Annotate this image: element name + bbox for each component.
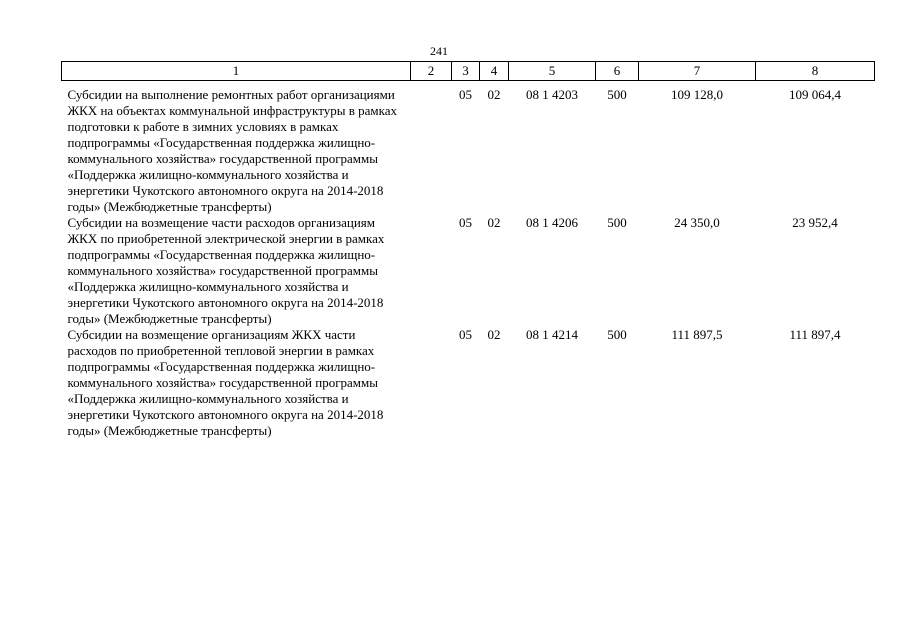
row-section: 05 bbox=[459, 327, 472, 342]
table-header-row bbox=[62, 62, 875, 81]
row-subsection: 02 bbox=[487, 215, 501, 230]
row-description: Субсидии на возмещение части расходов организациям ЖКХ по приобретенной электрической энергии в рамках подпрограммы «Государственная поддержка жилищно-коммунального хозяйства» государственной программы «Поддержка жилищно-коммунального хозяйства и энергетики Чукотского автономного округа на 2014-2018 годы» (Межбюджетные трансферты) bbox=[67, 215, 385, 326]
row-actual-amount: 111 897,4 bbox=[789, 327, 841, 342]
column-header-4: 4 bbox=[480, 62, 509, 81]
row-actual-amount: 23 952,4 bbox=[792, 215, 838, 230]
row-col2 bbox=[411, 327, 452, 439]
row-target-code: 08 1 4206 bbox=[526, 215, 578, 230]
column-header-5: 5 bbox=[509, 62, 596, 81]
row-planned-amount: 111 897,5 bbox=[671, 327, 723, 342]
column-header-2: 2 bbox=[411, 62, 452, 81]
column-header-8: 8 bbox=[756, 62, 875, 81]
row-description: Субсидии на выполнение ремонтных работ организациями ЖКХ на объектах коммунальной инфраструктуры в рамках подготовки к работе в зимних условиях в рамках подпрограммы «Государственная поддержка жилищно-коммунального хозяйства» государственной программы «Поддержка жилищно-коммунального хозяйства и энергетики Чукотского автономного округа на 2014-2018 годы» (Межбюджетные трансферты) bbox=[67, 87, 397, 214]
row-expense-type: 500 bbox=[607, 215, 627, 230]
page-number: 241 bbox=[430, 44, 448, 58]
column-header-6: 6 bbox=[596, 62, 639, 81]
table-row bbox=[62, 327, 875, 439]
row-target-code: 08 1 4203 bbox=[526, 87, 578, 102]
row-description: Субсидии на возмещение организациям ЖКХ части расходов по приобретенной тепловой энергии в рамках подпрограммы «Государственная поддержка жилищно-коммунального хозяйства» государственной программы «Поддержка жилищно-коммунального хозяйства и энергетики Чукотского автономного округа на 2014-2018 годы» (Межбюджетные трансферты) bbox=[67, 327, 384, 438]
table-row bbox=[62, 215, 875, 327]
row-planned-amount: 109 128,0 bbox=[671, 87, 723, 102]
column-header-1: 1 bbox=[62, 62, 411, 81]
row-actual-amount: 109 064,4 bbox=[789, 87, 841, 102]
row-col2 bbox=[411, 81, 452, 216]
column-header-3: 3 bbox=[452, 62, 480, 81]
row-col2 bbox=[411, 215, 452, 327]
row-subsection: 02 bbox=[487, 327, 501, 342]
column-header-7: 7 bbox=[639, 62, 756, 81]
row-expense-type: 500 bbox=[607, 327, 627, 342]
row-section: 05 bbox=[459, 215, 472, 230]
budget-table bbox=[61, 61, 875, 439]
row-expense-type: 500 bbox=[607, 87, 627, 102]
table-row bbox=[62, 81, 875, 216]
row-section: 05 bbox=[459, 87, 472, 102]
row-target-code: 08 1 4214 bbox=[526, 327, 578, 342]
row-planned-amount: 24 350,0 bbox=[674, 215, 720, 230]
row-subsection: 02 bbox=[487, 87, 501, 102]
